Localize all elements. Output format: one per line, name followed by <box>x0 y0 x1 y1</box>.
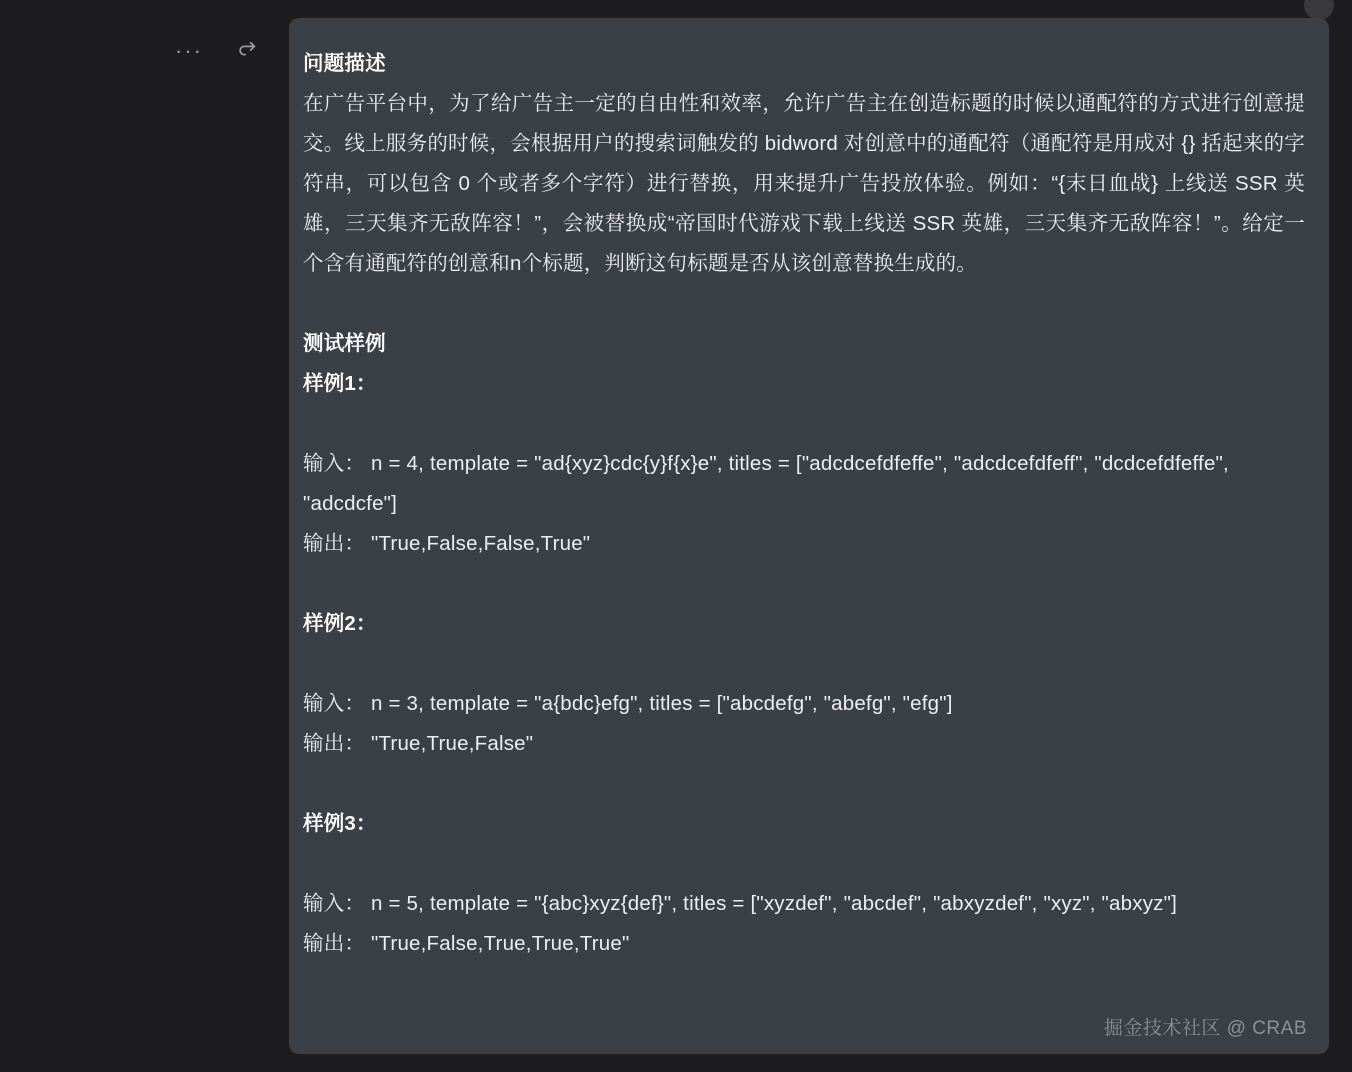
spacer <box>303 564 1305 604</box>
sample-2-input: 输入： n = 3, template = "a{bdc}efg", titles = ["abcdefg", "abefg", "efg"] <box>303 692 953 715</box>
sample-3-output: 输出： "True,False,True,True,True" <box>303 932 630 955</box>
sample-1-label: 样例1： <box>303 372 377 395</box>
sample-2-label: 样例2： <box>303 612 377 635</box>
sample-1-output: 输出： "True,False,False,True" <box>303 532 591 555</box>
samples-heading: 测试样例 <box>303 332 386 355</box>
avatar[interactable] <box>1304 0 1334 20</box>
sample-1-input: 输入： n = 4, template = "ad{xyz}cdc{y}f{x}e", titles = ["adcdcefdfeffe", "adcdcefdfeff", "dcdcefdfeffe", "adcdcfe"] <box>303 452 1229 515</box>
assistant-message-bubble <box>289 18 1329 1054</box>
problem-description: 在广告平台中，为了给广告主一定的自由性和效率，允许广告主在创造标题的时候以通配符的方式进行创意提交。线上服务的时候，会根据用户的搜索词触发的 bidword 对创意中的通配符（通配符是用成对 {} 括起来的字符串，可以包含 0 个或者多个字符）进行替换，用来提升广告投放体验。例如：“{末日血战} 上线送 SSR 英雄，三天集齐无敌阵容！”，会被替换成“帝国时代游戏下载上线送 SSR 英雄，三天集齐无敌阵容！”。给定一个含有通配符的创意和n个标题，判断这句标题是否从该创意替换生成的。 <box>303 92 1305 275</box>
regenerate-icon[interactable] <box>230 36 264 66</box>
sample-2-output: 输出： "True,True,False" <box>303 732 534 755</box>
message-actions <box>170 36 270 76</box>
spacer <box>303 844 1305 884</box>
watermark: 掘金技术社区 @ CRAB <box>1103 1018 1307 1039</box>
message-content <box>303 44 1305 964</box>
spacer <box>303 404 1305 444</box>
spacer <box>303 644 1305 684</box>
sample-3-label: 样例3： <box>303 812 377 835</box>
spacer <box>303 284 1305 324</box>
problem-heading: 问题描述 <box>303 52 386 75</box>
more-options-icon[interactable]: ··· <box>175 38 203 63</box>
spacer <box>303 764 1305 804</box>
sample-3-input: 输入： n = 5, template = "{abc}xyz{def}", titles = ["xyzdef", "abcdef", "abxyzdef", "xyz", "abxyz"] <box>303 892 1177 915</box>
